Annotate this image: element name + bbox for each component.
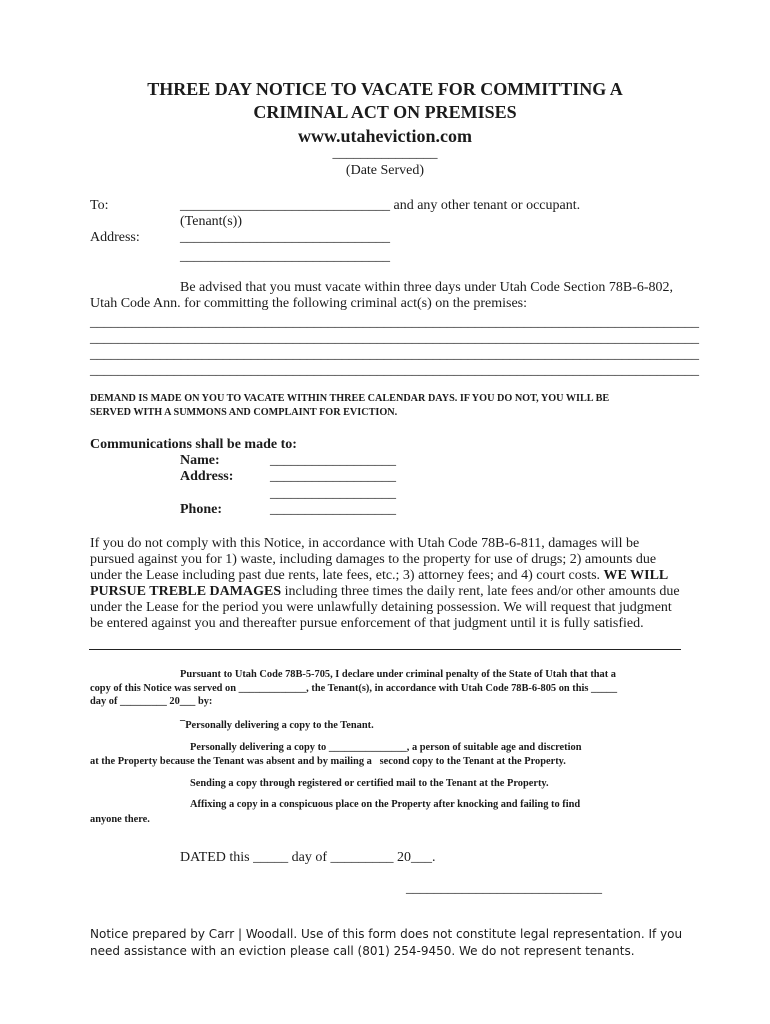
comm-phone-field[interactable]: __________________	[270, 502, 396, 517]
advisory-line1: Be advised that you must vacate within three days under Utah Code Section 78B-6-802,	[180, 280, 674, 295]
demand-line1: DEMAND IS MADE ON YOU TO VACATE WITHIN THREE CALENDAR DAYS. IF YOU DO NOT, YOU WILL BE	[90, 393, 610, 404]
criminal-act-field-4[interactable]: _______________________________________________________________________________________	[90, 363, 699, 378]
comm-address-label: Address:	[180, 469, 234, 484]
address-label: Address:	[90, 230, 140, 245]
notice-title-line2: CRIMINAL ACT ON PREMISES	[253, 102, 517, 122]
damages-line4-text: including three times the daily rent, late fees and/or other amounts due	[281, 584, 680, 599]
treble-damages-emphasis: PURSUE TREBLE DAMAGES	[90, 584, 282, 599]
date-served-label: (Date Served)	[345, 163, 425, 178]
criminal-act-field-2[interactable]: _______________________________________________________________________________________	[90, 331, 699, 346]
comm-name-label: Name:	[180, 453, 220, 468]
date-served-field[interactable]: _______________	[332, 146, 438, 161]
service-declaration-line3: day of _________ 20___ by:	[90, 696, 213, 707]
damages-line1: If you do not comply with this Notice, in accordance with Utah Code 78B-6-811, damages will be	[90, 536, 640, 551]
signature-line[interactable]: ____________________________	[406, 881, 602, 896]
address-field-line1[interactable]: ______________________________	[180, 230, 390, 245]
damages-line3-text: under the Lease including past due rents, late fees, etc.; 3) attorney fees; and 4) court costs.	[90, 568, 604, 583]
notice-title-line1: THREE DAY NOTICE TO VACATE FOR COMMITTING A	[147, 79, 623, 99]
dated-line[interactable]: DATED this _____ day of _________ 20___.	[180, 850, 436, 865]
damages-line2: pursued against you for 1) waste, including damages to the property for use of drugs; 2) amounts due	[90, 552, 657, 567]
comm-address-field-1[interactable]: __________________	[270, 469, 396, 484]
comm-name-field[interactable]: __________________	[270, 453, 396, 468]
damages-line5: under the Lease for the period you were unlawfully detaining possession. We will request that judgment	[90, 600, 672, 615]
website-link[interactable]: www.utaheviction.com	[298, 126, 472, 146]
tenant-name-field[interactable]: ______________________________ and any other tenant or occupant.	[180, 198, 581, 213]
comm-address-field-2[interactable]: __________________	[270, 486, 396, 501]
demand-line2: SERVED WITH A SUMMONS AND COMPLAINT FOR EVICTION.	[90, 407, 398, 418]
service-option-affix-line1[interactable]: Affixing a copy in a conspicuous place on the Property after knocking and failing to find	[190, 799, 581, 810]
criminal-act-field-1[interactable]: _______________________________________________________________________________________	[90, 315, 699, 330]
damages-line6: be entered against you and thereafter pursue enforcement of that judgment until it is fully satisfied.	[90, 616, 644, 631]
service-option-mail[interactable]: Sending a copy through registered or certified mail to the Tenant at the Property.	[190, 778, 549, 789]
service-option-substitute-line2: at the Property because the Tenant was absent and by mailing a second copy to the Tenant at the Property.	[90, 756, 566, 767]
criminal-act-field-3[interactable]: _______________________________________________________________________________________	[90, 347, 699, 362]
service-declaration-line1: Pursuant to Utah Code 78B-5-705, I declare under criminal penalty of the State of Utah that that a	[180, 669, 617, 680]
to-label: To:	[90, 198, 109, 213]
advisory-line2: Utah Code Ann. for committing the following criminal act(s) on the premises:	[90, 296, 528, 311]
address-field-line2[interactable]: ______________________________	[180, 249, 390, 264]
service-option-substitute-line1[interactable]: Personally delivering a copy to _______________, a person of suitable age and discretion	[190, 742, 582, 753]
footer-line2: need assistance with an eviction please call (801) 254-9450. We do not represent tenants.	[90, 944, 635, 958]
footer-line1: Notice prepared by Carr | Woodall. Use of this form does not constitute legal representation. If you	[90, 927, 683, 941]
section-divider	[89, 649, 681, 650]
tenant-label: (Tenant(s))	[180, 214, 242, 229]
we-will-emphasis: WE WILL	[603, 568, 669, 583]
communications-heading: Communications shall be made to:	[90, 437, 297, 452]
service-declaration-line2: copy of this Notice was served on _____________, the Tenant(s), in accordance with Utah Code 78B-6-805 on this _____	[90, 683, 618, 694]
service-option-affix-line2: anyone there.	[90, 814, 150, 825]
comm-phone-label: Phone:	[180, 502, 222, 517]
service-option-personal[interactable]: ¯Personally delivering a copy to the Tenant.	[180, 720, 374, 731]
